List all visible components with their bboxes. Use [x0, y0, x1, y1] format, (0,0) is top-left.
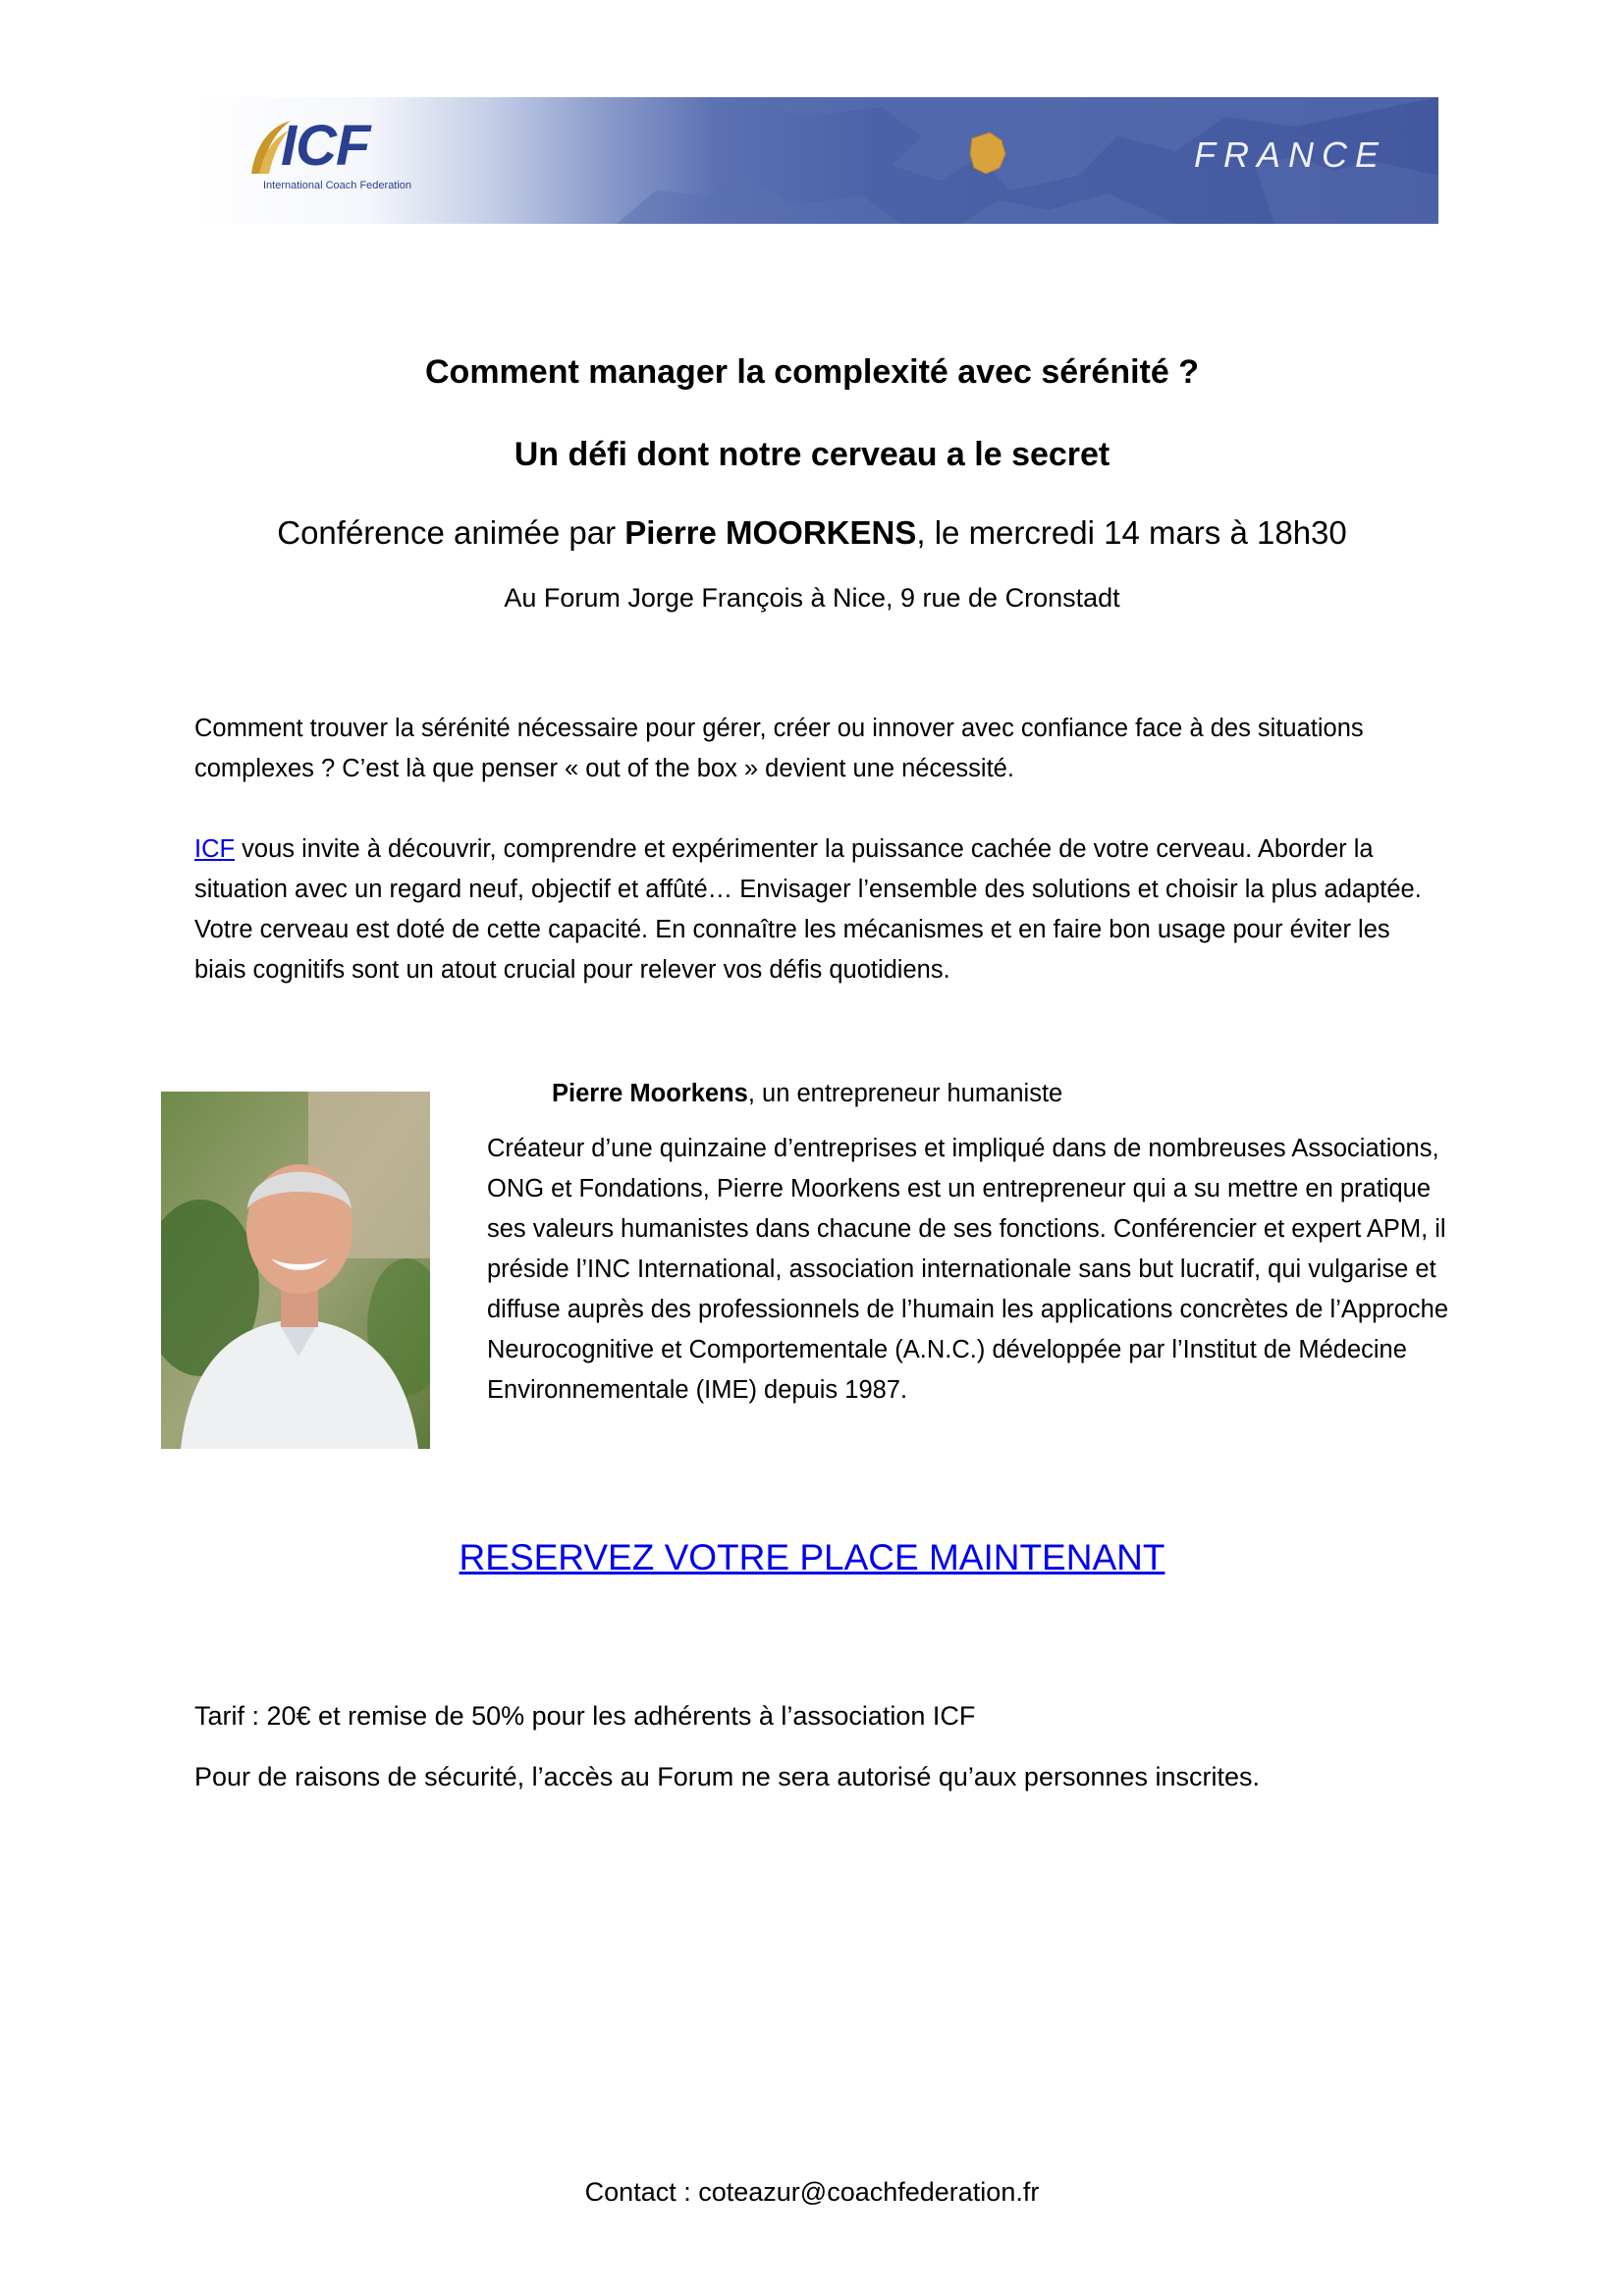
logo-text: ICF	[281, 114, 370, 178]
invitation-text: vous invite à découvrir, comprendre et expérimenter la puissance cachée de votre cerveau. Aborder la situation avec un regard neuf, objectif et affûté… Envisager l’ensemble des solutions et choisir la plus adaptée. Votre cerveau est doté de cette capacité. En connaître les mécanismes et en faire bon usage pour éviter les biais cognitifs sont un atout crucial pour relever vos défis quotidiens.	[194, 835, 1422, 984]
reserve-link[interactable]: RESERVEZ VOTRE PLACE MAINTENANT	[459, 1537, 1165, 1577]
bio-name: Pierre Moorkens	[552, 1080, 748, 1107]
bio-heading	[552, 1074, 1062, 1114]
banner-country-label: FRANCE	[1194, 134, 1387, 175]
security-note: Pour de raisons de sécurité, l’accès au Forum ne sera autorisé qu’aux personnes inscrites.	[194, 1762, 1261, 1791]
bio-tagline: , un entrepreneur humaniste	[747, 1080, 1063, 1107]
conference-prefix: Conférence animée par	[277, 514, 625, 551]
header-banner	[194, 97, 1438, 224]
conference-date: , le mercredi 14 mars à 18h30	[916, 514, 1347, 551]
logo-subtitle: International Coach Federation	[263, 180, 412, 191]
cta-container	[0, 1537, 1624, 1578]
page-title: Comment manager la complexité avec sérénité ?	[425, 353, 1199, 391]
page-subtitle: Un défi dont notre cerveau a le secret	[514, 436, 1110, 473]
intro-paragraph: Comment trouver la sérénité nécessaire pour gérer, créer ou innover avec confiance face à des situations complexes ? C’est là que penser « out of the box » devient une nécessité.	[194, 715, 1364, 782]
conference-line	[0, 514, 1624, 552]
icf-link[interactable]: ICF	[194, 835, 236, 863]
speaker-photo	[161, 1092, 430, 1449]
contact-line: Contact : coteazur@coachfederation.fr	[584, 2177, 1040, 2207]
icf-logo	[245, 115, 471, 213]
speaker-name: Pierre MOORKENS	[624, 514, 917, 551]
invitation-paragraph	[194, 829, 1441, 990]
venue-line: Au Forum Jorge François à Nice, 9 rue de Cronstadt	[504, 583, 1120, 613]
tarif-text: Tarif : 20€ et remise de 50% pour les adhérents à l’association ICF	[194, 1701, 976, 1731]
bio-text: Créateur d’une quinzaine d’entreprises et impliqué dans de nombreuses Associations, ONG et Fondations, Pierre Moorkens est un entrepreneur qui a su mettre en pratique ses valeurs humanistes dans chacune de ses fonctions. Conférencier et expert APM, il préside l’INC International, association internationale sans but lucratif, qui vulgarise et diffuse auprès des professionnels de l’humain les applications concrètes de l’Approche Neurocognitive et Comportementale (A.N.C.) développée par l’Institut de Médecine Environnementale (IME) depuis 1987.	[487, 1135, 1449, 1404]
